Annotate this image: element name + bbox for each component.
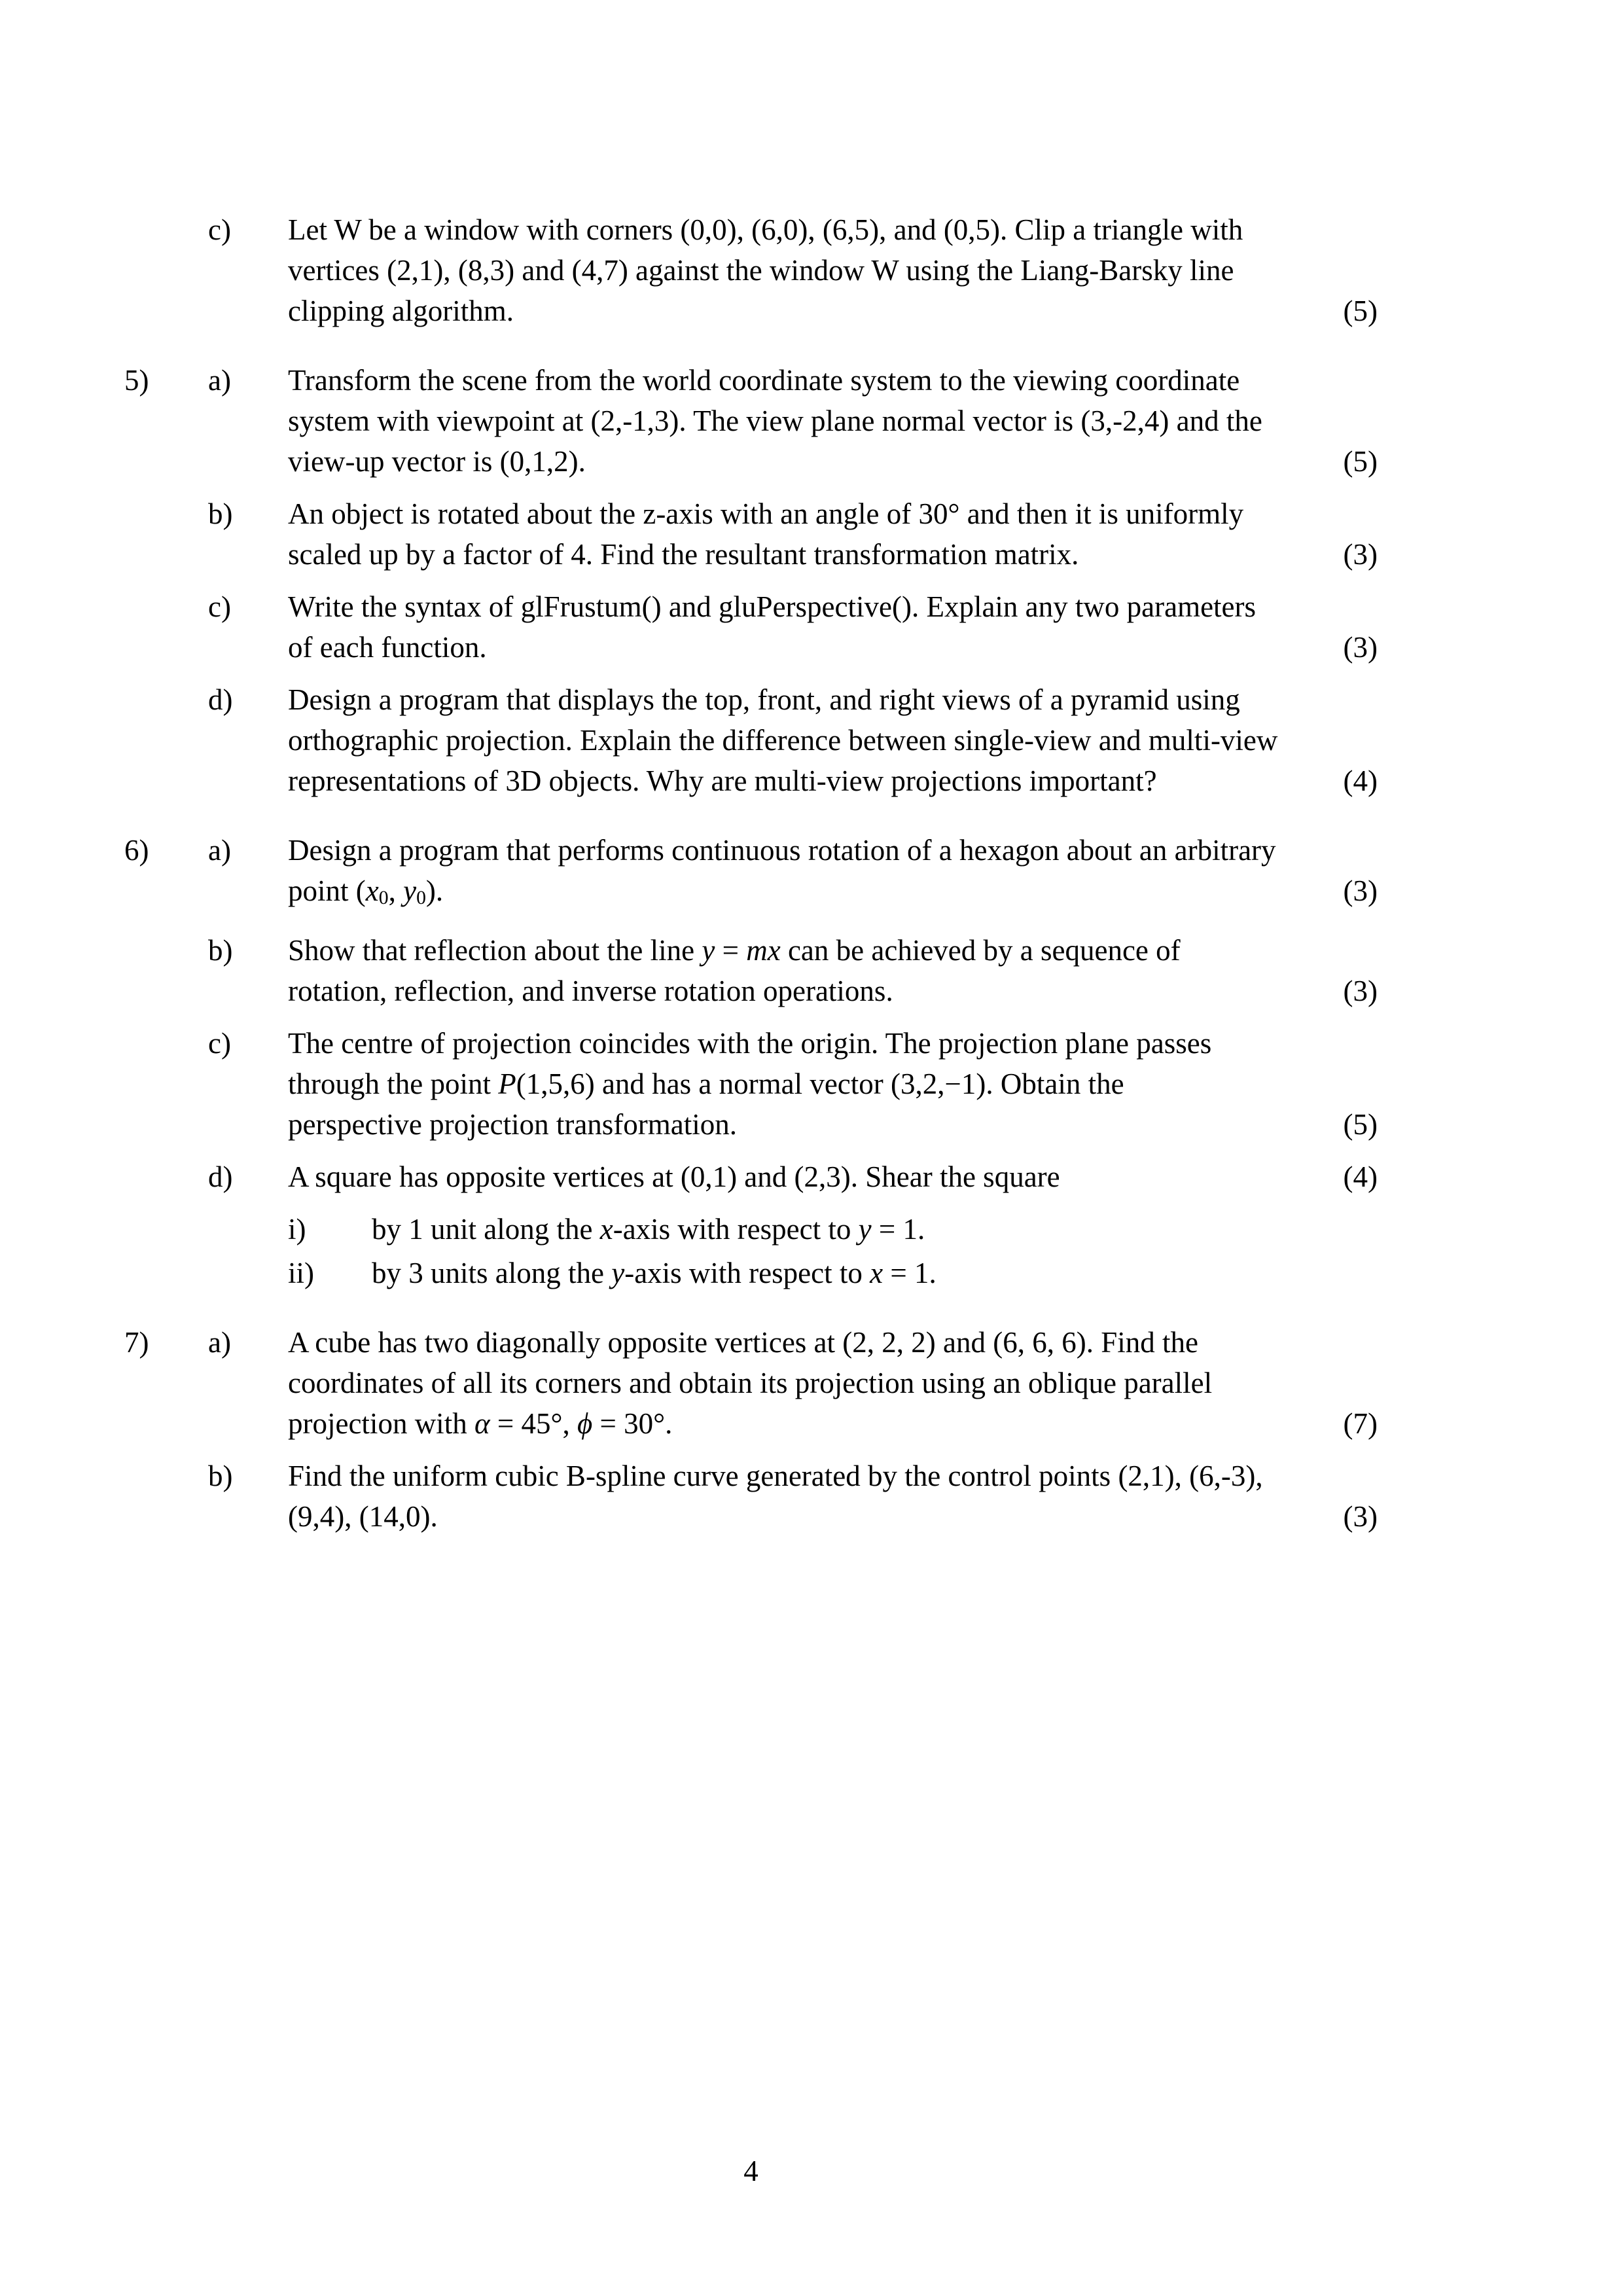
part-body xyxy=(288,360,1378,482)
text-run: perspective projection transformation. xyxy=(288,1107,738,1141)
text-run: x xyxy=(870,1256,883,1289)
part-body xyxy=(288,679,1378,801)
part-letter: c) xyxy=(208,590,231,623)
text-run: Transform the scene from the world coordinate system to the viewing coordinate xyxy=(288,364,1240,397)
question-part xyxy=(124,679,1378,801)
part-body xyxy=(288,209,1378,331)
text-run: projection with xyxy=(288,1407,474,1440)
text-run: The centre of projection coincides with the origin. The projection plane passes xyxy=(288,1026,1212,1060)
text-run: vertices (2,1), (8,3) and (4,7) against the window W using the Liang-Barsky line xyxy=(288,254,1234,287)
text-run: x xyxy=(599,1212,613,1246)
text-run: α xyxy=(474,1407,490,1440)
text-line xyxy=(288,1322,1378,1363)
text-line xyxy=(288,250,1378,291)
part-body xyxy=(288,830,1378,918)
question-number: 5) xyxy=(124,364,149,397)
question-block xyxy=(124,1322,1378,1537)
text-line xyxy=(288,1023,1378,1064)
text-run: by 3 units along the xyxy=(372,1256,612,1289)
question-part xyxy=(124,1157,1378,1293)
marks-label: (5) xyxy=(1343,1107,1378,1141)
subitem xyxy=(288,1209,1378,1249)
text-line xyxy=(288,971,1378,1011)
text-line xyxy=(288,1363,1378,1403)
text-run: orthographic projection. Explain the difference between single-view and multi-view xyxy=(288,724,1278,757)
marks-label: (5) xyxy=(1343,445,1378,478)
text-run: representations of 3D objects. Why are multi-view projections important? xyxy=(288,764,1157,797)
part-body xyxy=(288,930,1378,1011)
text-run: = 1. xyxy=(871,1212,925,1246)
text-run: scaled up by a factor of 4. Find the resultant transformation matrix. xyxy=(288,538,1079,571)
part-letter: b) xyxy=(208,497,233,530)
subitem-list xyxy=(288,1209,1378,1293)
text-line xyxy=(288,1064,1378,1104)
text-run: P xyxy=(498,1067,516,1100)
text-line xyxy=(288,1403,1378,1444)
text-line xyxy=(288,679,1378,720)
part-letter: d) xyxy=(208,1160,233,1193)
question-list xyxy=(124,209,1378,1537)
question-block xyxy=(124,360,1378,801)
text-line xyxy=(288,870,1378,918)
part-body xyxy=(288,1322,1378,1444)
part-letter: a) xyxy=(208,1325,231,1359)
subitem xyxy=(288,1253,1378,1293)
text-run: A square has opposite vertices at (0,1) and (2,3). Shear the square xyxy=(288,1160,1060,1193)
text-run: An object is rotated about the z-axis with an angle of 30° and then it is uniformly xyxy=(288,497,1244,530)
text-run: clipping algorithm. xyxy=(288,295,514,327)
text-run: A cube has two diagonally opposite vertices at (2, 2, 2) and (6, 6, 6). Find the xyxy=(288,1325,1198,1359)
text-run: system with viewpoint at (2,-1,3). The view plane normal vector is (3,-2,4) and the xyxy=(288,404,1262,437)
text-run: by 1 unit along the xyxy=(372,1212,600,1246)
subitem-label: ii) xyxy=(288,1256,314,1289)
text-run: x xyxy=(365,874,379,907)
part-letter: a) xyxy=(208,834,231,867)
text-line xyxy=(288,1157,1378,1197)
text-run: can be achieved by a sequence of xyxy=(780,933,1181,967)
text-line xyxy=(288,586,1378,627)
part-body xyxy=(288,1157,1378,1293)
marks-label: (3) xyxy=(1343,874,1378,907)
text-line xyxy=(288,1456,1378,1496)
part-letter: b) xyxy=(208,1459,233,1492)
text-run: view-up vector is (0,1,2). xyxy=(288,445,586,478)
text-run: Let W be a window with corners (0,0), (6,0), (6,5), and (0,5). Clip a triangle with xyxy=(288,213,1243,246)
text-line xyxy=(288,493,1378,534)
part-body xyxy=(288,1023,1378,1145)
text-line xyxy=(288,209,1378,250)
part-body xyxy=(288,586,1378,668)
question-part xyxy=(124,586,1378,668)
marks-label: (4) xyxy=(1343,764,1378,797)
text-line xyxy=(288,930,1378,971)
part-letter: d) xyxy=(208,683,233,716)
text-run: y xyxy=(858,1212,872,1246)
marks-label: (3) xyxy=(1343,538,1378,571)
question-number: 6) xyxy=(124,834,149,867)
part-letter: b) xyxy=(208,933,233,967)
text-run: y xyxy=(611,1256,625,1289)
question-block xyxy=(124,209,1378,331)
question-part xyxy=(124,1322,1378,1444)
question-part xyxy=(124,1023,1378,1145)
text-run: ). xyxy=(425,874,444,907)
text-run: ϕ xyxy=(577,1407,593,1440)
text-run: Write the syntax of glFrustum() and gluPerspective(). Explain any two parameters xyxy=(288,590,1257,623)
text-line xyxy=(288,534,1378,575)
part-letter: c) xyxy=(208,213,231,246)
text-run: = 30°. xyxy=(592,1407,673,1440)
text-line xyxy=(288,830,1378,870)
text-line xyxy=(288,291,1378,331)
text-line xyxy=(288,401,1378,441)
question-part xyxy=(124,493,1378,575)
question-part xyxy=(124,209,1378,331)
question-part xyxy=(124,830,1378,918)
text-run: y xyxy=(702,933,715,967)
text-run: , xyxy=(388,874,404,907)
text-run: Design a program that displays the top, front, and right views of a pyramid using xyxy=(288,683,1240,716)
text-run: = xyxy=(715,933,747,967)
text-line xyxy=(288,360,1378,401)
text-run: 0 xyxy=(416,887,426,908)
text-run: -axis with respect to xyxy=(613,1212,859,1246)
subitem-text xyxy=(372,1253,1378,1293)
marks-label: (3) xyxy=(1343,974,1378,1007)
text-line xyxy=(288,761,1378,801)
part-letter: c) xyxy=(208,1026,231,1060)
question-number: 7) xyxy=(124,1325,149,1359)
marks-label: (3) xyxy=(1343,1499,1378,1533)
question-part xyxy=(124,360,1378,482)
text-run: point ( xyxy=(288,874,366,907)
text-run: through the point xyxy=(288,1067,499,1100)
text-run: -axis with respect to xyxy=(624,1256,870,1289)
text-run: 0 xyxy=(378,887,389,908)
question-block xyxy=(124,830,1378,1293)
text-run: coordinates of all its corners and obtain its projection using an oblique parallel xyxy=(288,1366,1213,1399)
text-line xyxy=(288,441,1378,482)
text-line xyxy=(288,1496,1378,1537)
text-run: rotation, reflection, and inverse rotation operations. xyxy=(288,974,893,1007)
part-letter: a) xyxy=(208,364,231,397)
text-run: mx xyxy=(746,933,781,967)
text-run: Find the uniform cubic B-spline curve generated by the control points (2,1), (6,-3), xyxy=(288,1459,1263,1492)
subitem-text xyxy=(372,1209,1378,1249)
text-line xyxy=(288,720,1378,761)
subitem-label: i) xyxy=(288,1212,306,1246)
text-run: (1,5,6) and has a normal vector (3,2,−1). Obtain the xyxy=(516,1067,1124,1100)
marks-label: (7) xyxy=(1343,1407,1378,1440)
part-body xyxy=(288,493,1378,575)
marks-label: (4) xyxy=(1343,1160,1378,1193)
text-run: = 1. xyxy=(883,1256,936,1289)
text-run: Show that reflection about the line xyxy=(288,933,702,967)
text-run: of each function. xyxy=(288,631,487,664)
text-run: (9,4), (14,0). xyxy=(288,1499,438,1533)
text-run: y xyxy=(403,874,417,907)
marks-label: (5) xyxy=(1343,295,1378,327)
text-line xyxy=(288,627,1378,668)
part-body xyxy=(288,1456,1378,1537)
text-run: = 45°, xyxy=(490,1407,577,1440)
marks-label: (3) xyxy=(1343,631,1378,664)
page-number: 4 xyxy=(743,2155,758,2187)
question-part xyxy=(124,930,1378,1011)
text-run: Design a program that performs continuous rotation of a hexagon about an arbitrary xyxy=(288,834,1276,867)
page-footer xyxy=(124,2151,1378,2191)
question-part xyxy=(124,1456,1378,1537)
text-line xyxy=(288,1104,1378,1145)
